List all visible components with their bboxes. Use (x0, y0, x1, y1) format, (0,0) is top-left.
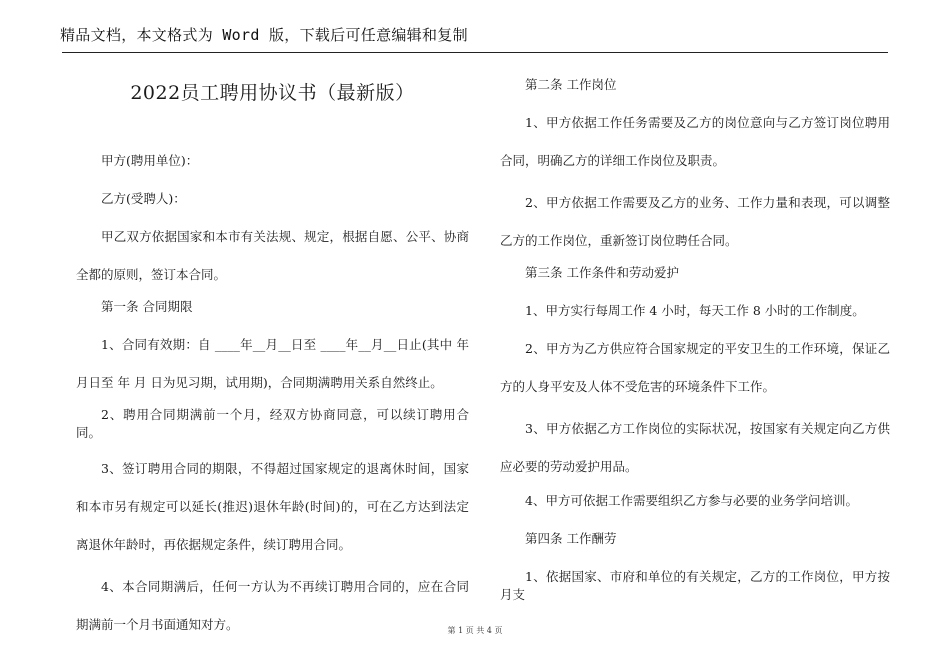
paragraph: 1、依据国家、市府和单位的有关规定，乙方的工作岗位，甲方按月支 (500, 569, 890, 602)
left-column (76, 70, 469, 644)
paragraph: 甲乙双方依据国家和本市有关法规、规定，根据自愿、公平、协商全都的原则，签订本合同。 (76, 229, 469, 282)
section-heading: 第一条 合同期限 (101, 299, 193, 314)
paragraph: 2、甲方依据工作需要及乙方的业务、工作力量和表现，可以调整乙方的工作岗位，重新签订岗位聘任合同。 (500, 195, 890, 248)
paragraph: 4、甲方可依据工作需要组织乙方参与必要的业务学问培训。 (525, 493, 858, 508)
paragraph: 4、本合同期满后，任何一方认为不再续订聘用合同的，应在合同期满前一个月书面通知对方。 (76, 579, 469, 632)
header-divider (62, 52, 888, 53)
right-column (500, 70, 890, 604)
paragraph: 1、合同有效期：自 ____年__月__日至 ____年__月__日止(其中 年 月日至 年 月 日为见习期，试用期)，合同期满聘用关系自然终止。 (76, 337, 469, 390)
section-heading: 第三条 工作条件和劳动爱护 (525, 265, 679, 280)
section-heading: 第二条 工作岗位 (525, 77, 617, 92)
paragraph: 乙方(受聘人)： (101, 191, 186, 206)
paragraph: 3、甲方依据乙方工作岗位的实际状况，按国家有关规定向乙方供应必要的劳动爱护用品。 (500, 421, 890, 474)
paragraph: 2、聘用合同期满前一个月，经双方协商同意，可以续订聘用合同。 (76, 407, 469, 440)
section-heading: 第四条 工作酬劳 (525, 531, 617, 546)
paragraph: 1、甲方实行每周工作 4 小时，每天工作 8 小时的工作制度。 (525, 303, 865, 318)
document-title: 2022员工聘用协议书（最新版） (130, 82, 415, 104)
paragraph: 2、甲方为乙方供应符合国家规定的平安卫生的工作环境，保证乙方的人身平安及人体不受危害的环境条件下工作。 (500, 341, 890, 394)
paragraph: 1、甲方依据工作任务需要及乙方的岗位意向与乙方签订岗位聘用合同，明确乙方的详细工作岗位及职责。 (500, 115, 890, 168)
document-header-text: 精品文档，本文格式为 Word 版，下载后可任意编辑和复制 (60, 26, 468, 44)
page-number: 第 1 页 共 4 页 (447, 626, 503, 635)
paragraph: 甲方(聘用单位)： (101, 153, 199, 168)
paragraph: 3、签订聘用合同的期限，不得超过国家规定的退离休时间，国家和本市另有规定可以延长(推迟)退休年龄(时间)的，可在乙方达到法定离退休年龄时，再依据规定条件，续订聘用合同。 (76, 461, 469, 552)
